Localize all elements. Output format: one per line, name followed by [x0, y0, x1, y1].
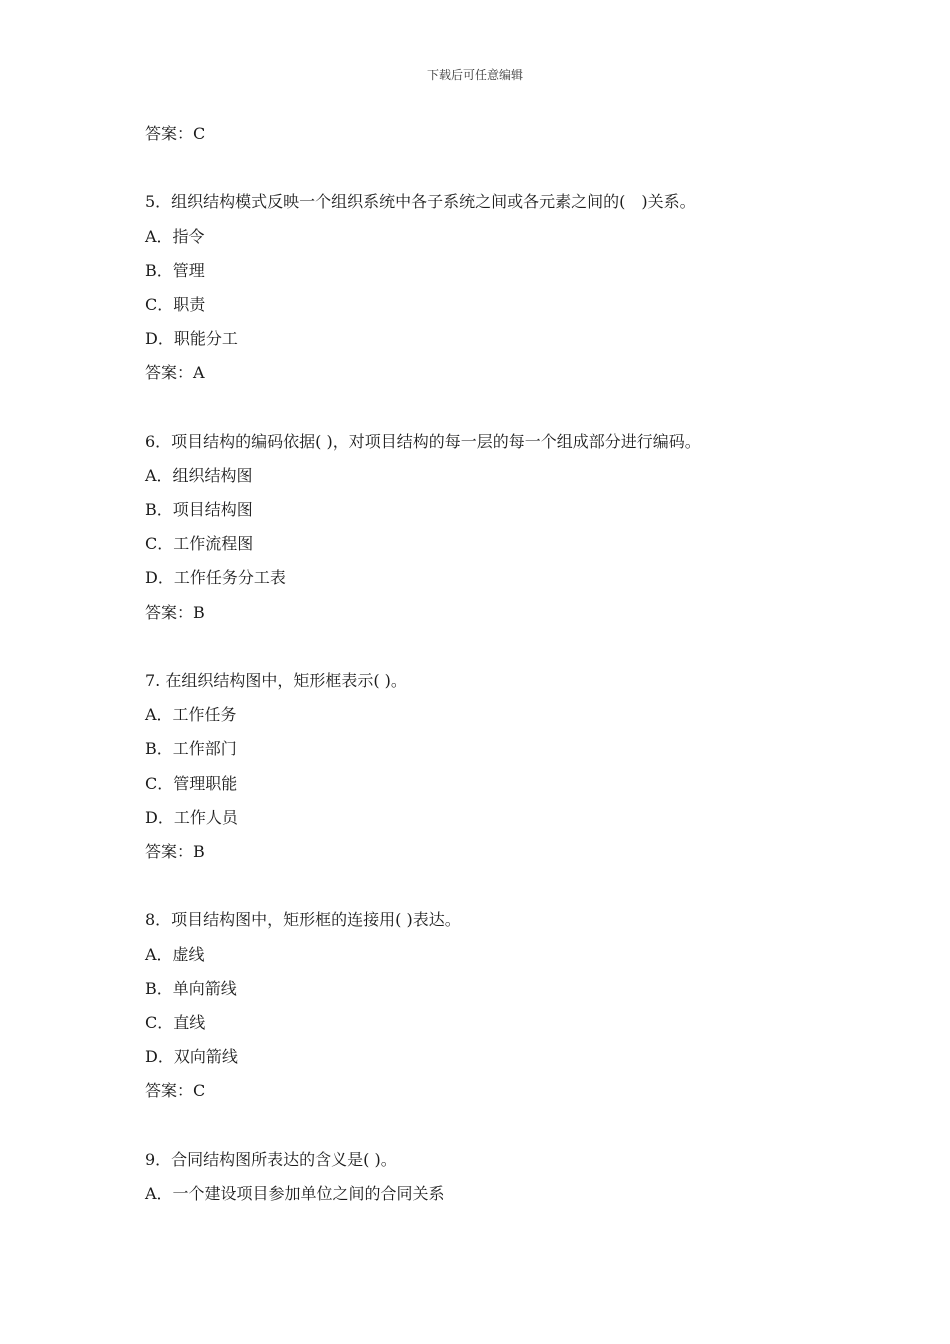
- question-stem: 9．合同结构图所表达的含义是( )。: [145, 1149, 397, 1169]
- question-stem: 6．项目结构的编码依据( )，对项目结构的每一层的每一个组成部分进行编码。: [145, 431, 701, 451]
- question-stem: 8．项目结构图中，矩形框的连接用( )表达。: [145, 910, 461, 930]
- option-b: B．工作部门: [145, 739, 237, 759]
- option-b: B．管理: [145, 260, 205, 280]
- option-c: C．职责: [145, 294, 206, 314]
- question-9: [145, 1150, 845, 1204]
- option-c: C．工作流程图: [145, 534, 254, 554]
- answer-line: 答案：A: [145, 363, 205, 383]
- option-c: C．管理职能: [145, 773, 238, 793]
- option-a: A．虚线: [145, 944, 205, 964]
- answer-line: 答案：C: [145, 124, 206, 143]
- answer-line: 答案：B: [145, 602, 205, 622]
- page-header: 下载后可任意编辑: [426, 68, 523, 82]
- option-b: B．项目结构图: [145, 500, 253, 520]
- option-a: A．组织结构图: [145, 465, 253, 485]
- option-d: D．职能分工: [145, 329, 238, 349]
- option-a: A．指令: [145, 226, 205, 246]
- answer-line: 答案：C: [145, 1081, 206, 1101]
- option-d: D．双向箭线: [145, 1047, 238, 1067]
- question-stem: 7. 在组织结构图中，矩形框表示( )。: [145, 671, 407, 690]
- answer-line: 答案：B: [145, 841, 205, 861]
- option-d: D．工作人员: [145, 807, 238, 827]
- option-b: B．单向箭线: [145, 978, 237, 998]
- option-a: A．工作任务: [145, 705, 237, 725]
- option-d: D．工作任务分工表: [145, 568, 286, 588]
- option-c: C．直线: [145, 1012, 206, 1032]
- option-a: A．一个建设项目参加单位之间的合同关系: [145, 1183, 445, 1203]
- question-stem: 5．组织结构模式反映一个组织系统中各子系统之间或各元素之间的( )关系。: [145, 192, 696, 212]
- question-7: [145, 671, 845, 862]
- document-body: [145, 124, 845, 1218]
- question-8: [145, 910, 845, 1101]
- question-5: [145, 192, 845, 383]
- question-6: [145, 432, 845, 623]
